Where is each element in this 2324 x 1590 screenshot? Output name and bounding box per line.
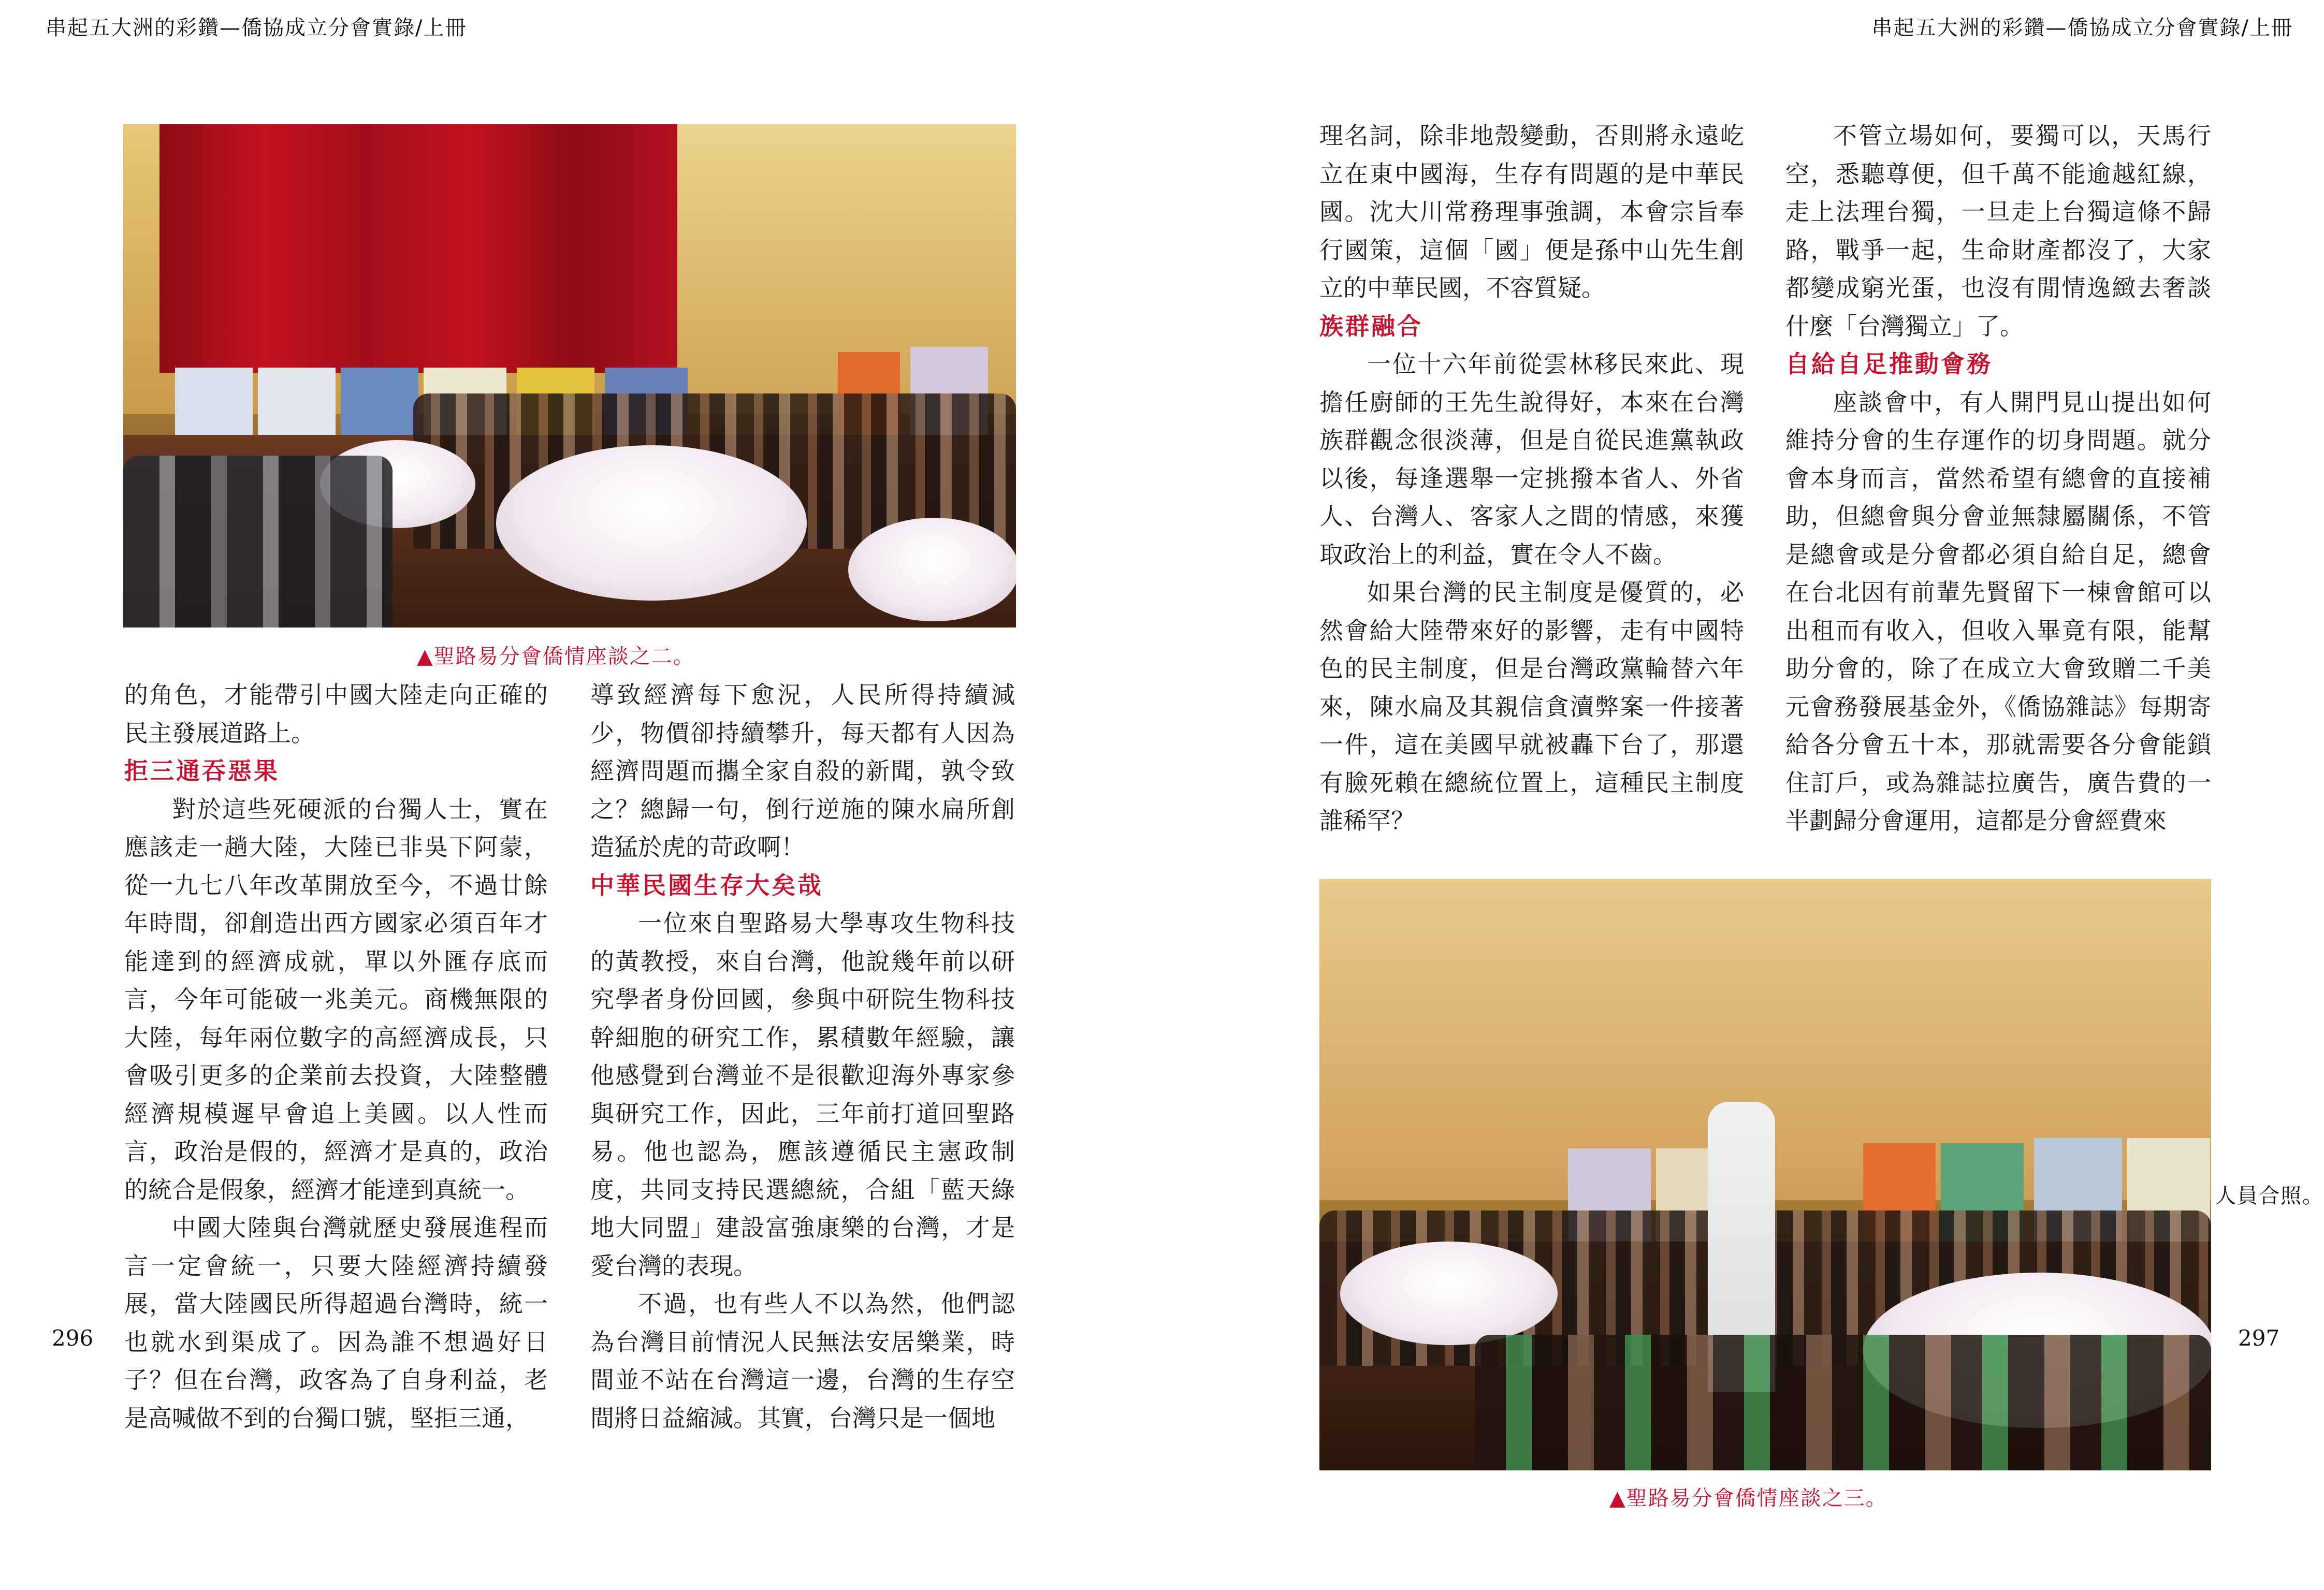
paragraph: 一位來自聖路易大學專攻生物科技的黃教授，來自台灣，他說幾年前以研究學者身份回國，參與中研院生物科技幹細胞的研究工作，累積數年經驗，讓他感覺到台灣並不是很歡迎海外專家參與研究工作，因此，三年前打道回聖路易。他也認為，應該遵循民主憲政制度，共同支持民選總統，合組「藍天綠地大同盟」建設富強康樂的台灣，才是愛台灣的表現。 xyxy=(590,909,1015,1280)
paragraph: 理名詞，除非地殼變動，否則將永遠屹立在東中國海，生存有問題的是中華民國。沈大川常務理事強調，本會宗旨奉行國策，這個「國」便是孫中山先生創立的中華民國，不容質疑。 xyxy=(1319,122,1744,302)
text-column-2 xyxy=(590,676,1015,1437)
photo1-caption: ▲聖路易分會僑情座談之二。 xyxy=(417,645,695,668)
paragraph: 一位十六年前從雲林移民來此、現擔任廚師的王先生說得好，本來在台灣族群觀念很淡薄，但是自從民進黨執政以後，每逢選舉一定挑撥本省人、外省人、台灣人、客家人之間的情感，來獲取政治上的利益，實在令人不齒。 xyxy=(1319,350,1744,568)
photo2-caption: ▲聖路易分會僑情座談之三。 xyxy=(1609,1486,1887,1510)
paragraph: 的角色，才能帶引中國大陸走向正確的民主發展道路上。 xyxy=(124,681,548,747)
paragraph: 中國大陸與台灣就歷史發展進程而言一定會統一，只要大陸經濟持續發展，當大陸國民所得超過台灣時，統一也就水到渠成了。因為誰不想過好日子？但在台灣，政客為了自身利益，老是高喊做不到的台獨口號，堅拒三通， xyxy=(124,1214,548,1432)
photo-banquet-forum-3 xyxy=(1319,879,2211,1470)
paragraph: 如果台灣的民主制度是優質的，必然會給大陸帶來好的影響，走有中國特色的民主制度，但是台灣政黨輪替六年來，陳水扁及其親信貪瀆弊案一件接著一件，這在美國早就被轟下台了，那還有臉死賴在總統位置上，這種民主制度誰稀罕？ xyxy=(1319,578,1744,835)
paragraph: 不過，也有些人不以為然，他們認為台灣目前情況人民無法安居樂業，時間並不站在台灣這一邊，台灣的生存空間將日益縮減。其實，台灣只是一個地 xyxy=(590,1290,1015,1432)
page-number-right: 297 xyxy=(2238,1325,2280,1351)
running-head-left: 串起五大洲的彩鑽—僑協成立分會實錄/上冊 xyxy=(46,16,467,40)
running-head-right: 串起五大洲的彩鑽—僑協成立分會實錄/上冊 xyxy=(1871,16,2293,40)
section-heading: 拒三通吞惡果 xyxy=(124,757,280,785)
photo-banquet-forum-2 xyxy=(123,124,1016,628)
paragraph: 對於這些死硬派的台獨人士，實在應該走一趟大陸，大陸已非吳下阿蒙，從一九七八年改革開放至今，不過廿餘年時間，卻創造出西方國家必須百年才能達到的經濟成就，單以外匯存底而言，今年可能破一兆美元。商機無限的大陸，每年兩位數字的高經濟成長，只會吸引更多的企業前去投資，大陸整體經濟規模遲早會追上美國。以人性而言，政治是假的，經濟才是真的，政治的統合是假象，經濟才能達到真統一。 xyxy=(124,795,548,1204)
page-number-left: 296 xyxy=(52,1325,94,1351)
text-column-3 xyxy=(1319,117,1744,840)
section-heading: 自給自足推動會務 xyxy=(1785,350,1993,378)
text-column-4 xyxy=(1785,117,2211,840)
section-heading: 族群融合 xyxy=(1319,312,1423,340)
section-heading: 中華民國生存大矣哉 xyxy=(590,871,823,899)
paragraph: 座談會中，有人開門見山提出如何維持分會的生存運作的切身問題。就分會本身而言，當然希望有總會的直接補助，但總會與分會並無隸屬關係，不管是總會或是分會都必須自給自足，總會在台北因有前輩先賢留下一棟會館可以出租而有收入，但收入畢竟有限，能幫助分會的，除了在成立大會致贈二千美元會務發展基金外，《僑協雜誌》每期寄給各分會五十本，那就需要各分會能鎖住訂戶，或為雜誌拉廣告，廣告費的一半劃歸分會運用，這都是分會經費來 xyxy=(1785,388,2211,835)
caption-fragment: 人員合照。 xyxy=(2215,1184,2324,1208)
paragraph: 不管立場如何，要獨可以，天馬行空，悉聽尊便，但千萬不能逾越紅線，走上法理台獨，一旦走上台獨這條不歸路，戰爭一起，生命財產都沒了，大家都變成窮光蛋，也沒有閒情逸緻去奢談什麼「台灣獨立」了。 xyxy=(1785,122,2211,340)
paragraph: 導致經濟每下愈況，人民所得持續減少，物價卻持續攀升，每天都有人因為經濟問題而攜全家自殺的新聞，孰令致之？總歸一句，倒行逆施的陳水扁所創造猛於虎的苛政啊！ xyxy=(590,681,1015,861)
text-column-1 xyxy=(124,676,548,1437)
